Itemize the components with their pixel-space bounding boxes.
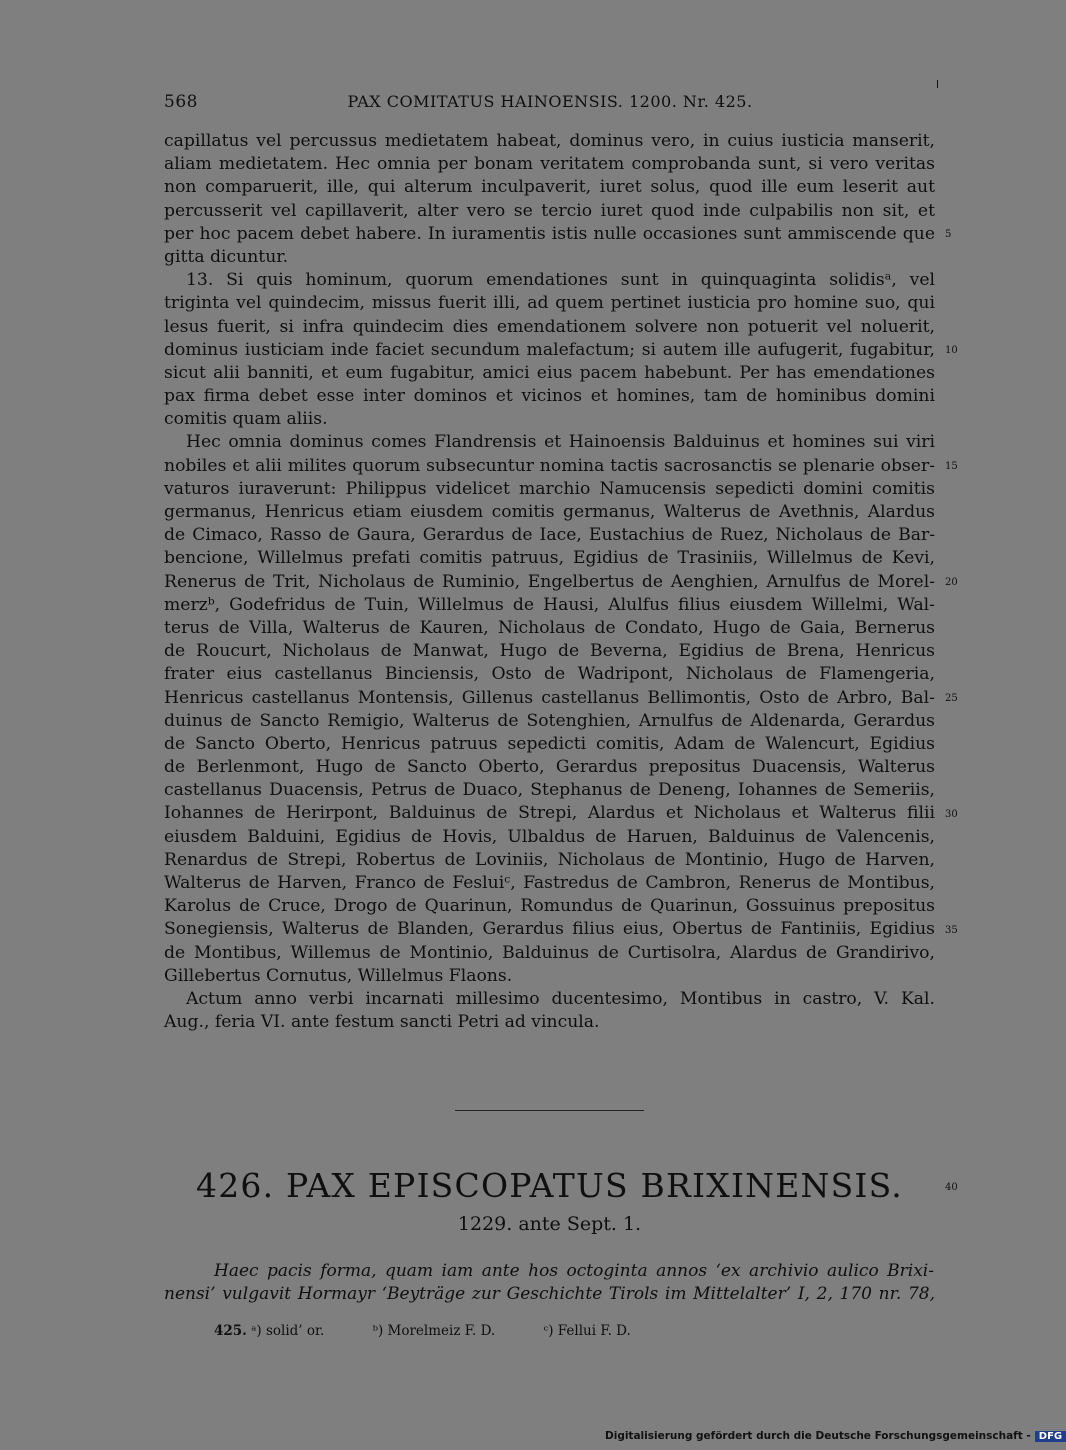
text-line — [164, 269, 935, 292]
text-line-content: gitta dicuntur. — [164, 246, 289, 267]
text-line — [164, 779, 935, 802]
text-line-content: percusserit vel capillaverit, alter vero se tercio iuret quod inde culpabilis non sit, et — [164, 200, 935, 221]
text-line-content: duinus de Sancto Remigio, Walterus de Sotenghien, Arnulfus de Aldenarda, Gerardus — [164, 710, 935, 731]
text-line — [164, 756, 935, 779]
text-line — [164, 431, 935, 454]
text-line-content: Henricus castellanus Montensis, Gillenus castellanus Bellimontis, Osto de Arbro, Bal- — [164, 687, 935, 708]
text-line-content: de Roucurt, Nicholaus de Manwat, Hugo de Beverna, Egidius de Brena, Henricus — [164, 641, 935, 662]
text-line-content: 13. Si quis hominum, quorum emendationes sunt in quinquaginta solidisᵃ, vel — [186, 270, 935, 291]
text-line-content: Hec omnia dominus comes Flandrensis et Hainoensis Balduinus et homines sui viri — [186, 432, 935, 453]
text-line-content: lesus fuerit, si infra quindecim dies emendationem solvere non potuerit vel noluerit, — [164, 316, 935, 337]
text-line-content: de Cimaco, Rasso de Gaura, Gerardus de Iace, Eustachius de Ruez, Nicholaus de Bar- — [164, 525, 935, 546]
text-line — [164, 1011, 935, 1034]
text-line-content: eiusdem Balduini, Egidius de Hovis, Ulbaldus de Haruen, Balduinus de Valencenis, — [164, 826, 935, 847]
editorial-note-line2: nensi’ vulgavit Hormayr ‘Beyträge zur Geschichte Tirols im Mittelalter’ I, 2, 170 nr. 78, — [164, 1284, 935, 1304]
text-line — [164, 826, 935, 849]
line-number-15: 15 — [945, 460, 958, 472]
footnote-ref: 425. — [214, 1323, 247, 1339]
page-number: 568 — [164, 92, 198, 112]
text-line — [164, 408, 935, 431]
text-line-content: Aug., feria VI. ante festum sancti Petri ad vincula. — [164, 1012, 600, 1033]
text-line-content: nobiles et alii milites quorum subsecuntur nomina tactis sacrosanctis se plenarie obser- — [164, 455, 935, 476]
text-line-content: Sonegiensis, Walterus de Blanden, Gerardus filius eius, Obertus de Fantiniis, Egidius — [164, 919, 935, 940]
text-line-content: capillatus vel percussus medietatem habeat, dominus vero, in cuius iusticia manserit, — [164, 131, 935, 151]
text-line-content: vaturos iuraverunt: Philippus videlicet marchio Namucensis sepedicti domini comitis — [164, 478, 935, 499]
text-line — [164, 802, 935, 825]
digitization-credit — [605, 1430, 1066, 1450]
text-line-content: merzᵇ, Godefridus de Tuin, Willelmus de Hausi, Alulfus filius eiusdem Willelmi, Wal- — [164, 594, 935, 615]
footnote-c: ᶜ) Fellui F. D. — [543, 1323, 631, 1339]
line-number-10: 10 — [945, 344, 958, 356]
text-line — [164, 895, 935, 918]
footnote-a: ᵃ) solid’ or. — [251, 1323, 325, 1339]
text-line-content: Iohannes de Herirpont, Balduinus de Strepi, Alardus et Nicholaus et Walterus filii — [164, 803, 935, 824]
text-line — [164, 478, 935, 501]
text-line — [164, 362, 935, 385]
text-line-content: aliam medietatem. Hec omnia per bonam veritatem comprobanda sunt, si vero veritas — [164, 154, 935, 175]
text-line — [164, 849, 935, 872]
text-line — [164, 640, 935, 663]
text-line — [164, 571, 935, 594]
text-line — [164, 385, 935, 408]
text-line-content: non comparuerit, ille, qui alterum inculpaverit, iuret solus, quod ille eum leserit aut — [164, 177, 935, 198]
section-date: 1229. ante Sept. 1. — [457, 1213, 642, 1235]
text-line-content: per hoc pacem debet habere. In iuramentis istis nulle occasiones sunt ammiscende que — [164, 223, 935, 244]
page-header — [164, 92, 936, 116]
text-line-content: de Berlenmont, Hugo de Sancto Oberto, Gerardus prepositus Duacensis, Walterus — [164, 757, 935, 778]
text-line — [164, 153, 935, 176]
text-line-content: Renardus de Strepi, Robertus de Loviniis, Nicholaus de Montinio, Hugo de Harven, — [164, 849, 935, 870]
text-line — [164, 524, 935, 547]
text-line — [164, 130, 935, 153]
text-line-content: bencione, Willelmus prefati comitis patruus, Egidius de Trasiniis, Willelmus de Kevi, — [164, 548, 935, 569]
text-line-content: dominus iusticiam inde faciet secundum malefactum; si autem ille aufugerit, fugabitur, — [164, 339, 935, 360]
text-line — [164, 547, 935, 570]
footnote-b: ᵇ) Morelmeiz F. D. — [372, 1323, 496, 1339]
text-line — [164, 710, 935, 733]
text-line-content: Actum anno verbi incarnati millesimo ducentesimo, Montibus in castro, V. Kal. — [186, 988, 935, 1009]
text-line-content: castellanus Duacensis, Petrus de Duaco, Stephanus de Deneng, Iohannes de Semeriis, — [164, 780, 935, 801]
text-line-content: terus de Villa, Walterus de Kauren, Nicholaus de Condato, Hugo de Gaia, Bernerus — [164, 617, 935, 638]
text-line-content: de Sancto Oberto, Henricus patruus sepedicti comitis, Adam de Walencurt, Egidius — [164, 733, 935, 754]
text-line — [164, 339, 935, 362]
line-number-5: 5 — [945, 228, 952, 240]
text-line-content: de Montibus, Willemus de Montinio, Balduinus de Curtisolra, Alardus de Grandirivo, — [164, 942, 935, 963]
text-line — [164, 501, 935, 524]
text-line — [164, 687, 935, 710]
text-line-content: Karolus de Cruce, Drogo de Quarinun, Romundus de Quarinun, Gossuinus prepositus — [164, 896, 935, 917]
text-line — [164, 942, 935, 965]
text-line — [164, 918, 935, 941]
text-line — [164, 292, 935, 315]
text-line-content: comitis quam aliis. — [164, 409, 328, 430]
text-line-content: Gillebertus Cornutus, Willelmus Flaons. — [164, 965, 513, 986]
text-line — [164, 176, 935, 199]
footnotes — [214, 1323, 675, 1339]
text-line-content: triginta vel quindecim, missus fuerit illi, ad quem pertinet iusticia pro homine suo, qui — [164, 293, 935, 314]
text-line — [164, 200, 935, 223]
text-line-content: germanus, Henricus etiam eiusdem comitis germanus, Walterus de Avethnis, Alardus — [164, 502, 935, 522]
text-line — [164, 617, 935, 640]
text-line-content: sicut alii banniti, et eum fugabitur, amici eius pacem habebunt. Per has emendationes — [164, 362, 935, 383]
body-text — [164, 130, 935, 1034]
text-line-content: Walterus de Harven, Franco de Fesluiᶜ, Fastredus de Cambron, Renerus de Montibus, — [164, 873, 935, 893]
text-line — [164, 663, 935, 686]
text-line-content: Renerus de Trit, Nicholaus de Ruminio, Engelbertus de Aenghien, Arnulfus de Morel- — [164, 571, 935, 592]
margin-mark — [937, 80, 938, 88]
text-line — [164, 733, 935, 756]
editorial-note-line1: Haec pacis forma, quam iam ante hos octoginta annos ‘ex archivio aulico Brixi- — [214, 1261, 934, 1281]
line-number-20: 20 — [945, 576, 958, 588]
line-number-35: 35 — [945, 924, 958, 936]
section-title: 426. PAX EPISCOPATUS BRIXINENSIS. — [196, 1166, 903, 1205]
text-line-content: pax firma debet esse inter dominos et vicinos et homines, tam de hominibus domini — [164, 386, 935, 407]
text-line — [164, 965, 935, 988]
line-number-30: 30 — [945, 808, 958, 820]
text-line — [164, 872, 935, 895]
text-line — [164, 988, 935, 1011]
text-line — [164, 455, 935, 478]
credit-text: Digitalisierung gefördert durch die Deutsche Forschungsgemeinschaft - — [605, 1430, 1031, 1442]
text-line — [164, 316, 935, 339]
line-number-40: 40 — [945, 1182, 958, 1193]
text-line — [164, 223, 935, 246]
running-title: PAX COMITATUS HAINOENSIS. 1200. Nr. 425. — [347, 92, 753, 111]
text-line-content: frater eius castellanus Binciensis, Osto de Wadripont, Nicholaus de Flamengeria, — [164, 664, 935, 685]
line-number-25: 25 — [945, 692, 958, 704]
text-line — [164, 246, 935, 269]
dfg-logo: DFG — [1035, 1431, 1066, 1442]
section-divider — [455, 1110, 644, 1111]
text-line — [164, 594, 935, 617]
